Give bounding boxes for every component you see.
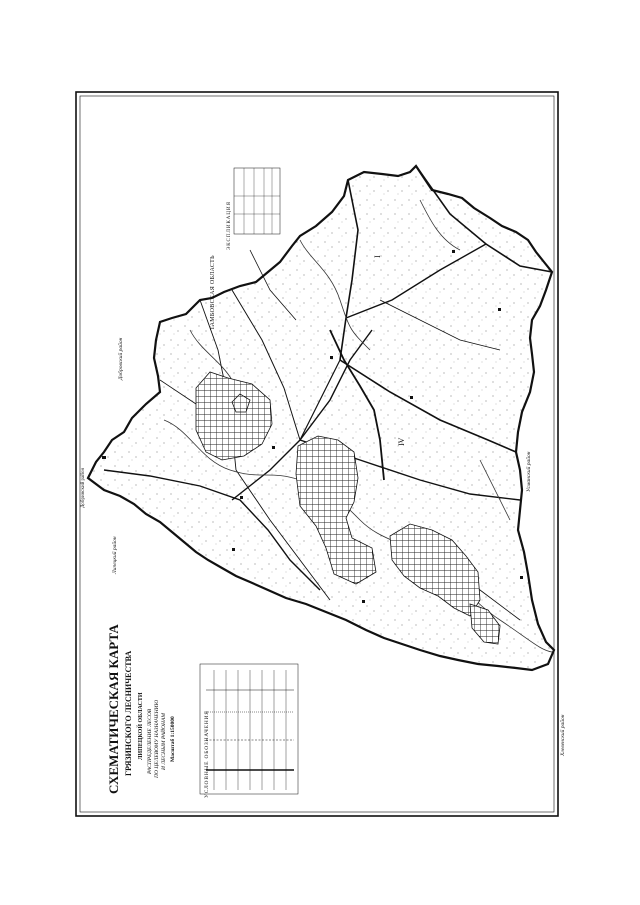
map-subtitle-purpose-3: И ЛЕСНЫМ РАЙОНАМ — [161, 713, 167, 770]
label-usmansky-rayon: Усманский район — [526, 451, 532, 492]
forestry-numeral-i: I — [373, 255, 382, 258]
label-dobrovsky-rayon: Добровский район — [118, 337, 124, 380]
map-subtitle-region: ЛИПЕЦКОЙ ОБЛАСТИ — [138, 692, 144, 760]
label-khlevensky-rayon: Хлевенский район — [560, 714, 566, 756]
forestry-numeral-iv: IV — [397, 437, 406, 446]
explication-heading: ЭКСПЛИКАЦИЯ — [227, 201, 232, 250]
map-scale: Масштаб 1:150000 — [170, 716, 176, 762]
map-subtitle-purpose: РАСПРЕДЕЛЕНИЕ ЛЕСОВ — [147, 708, 153, 774]
map-subtitle-purpose-2: ПО ЦЕЛЕВОМУ НАЗНАЧЕНИЮ — [154, 699, 160, 778]
label-dobrinsky-rayon: Добринский район — [81, 467, 86, 508]
map-title: СХЕМАТИЧЕСКАЯ КАРТА — [106, 624, 121, 794]
label-tambov-oblast: ТАМБОВСКАЯ ОБЛАСТЬ — [210, 255, 216, 330]
map-subtitle-district: ГРЯЗИНСКОГО ЛЕСНИЧЕСТВА — [124, 650, 133, 776]
label-lipetsky-rayon: Липецкий район — [112, 536, 118, 574]
legend-heading: УСЛОВНЫЕ ОБОЗНАЧЕНИЯ — [204, 710, 210, 798]
